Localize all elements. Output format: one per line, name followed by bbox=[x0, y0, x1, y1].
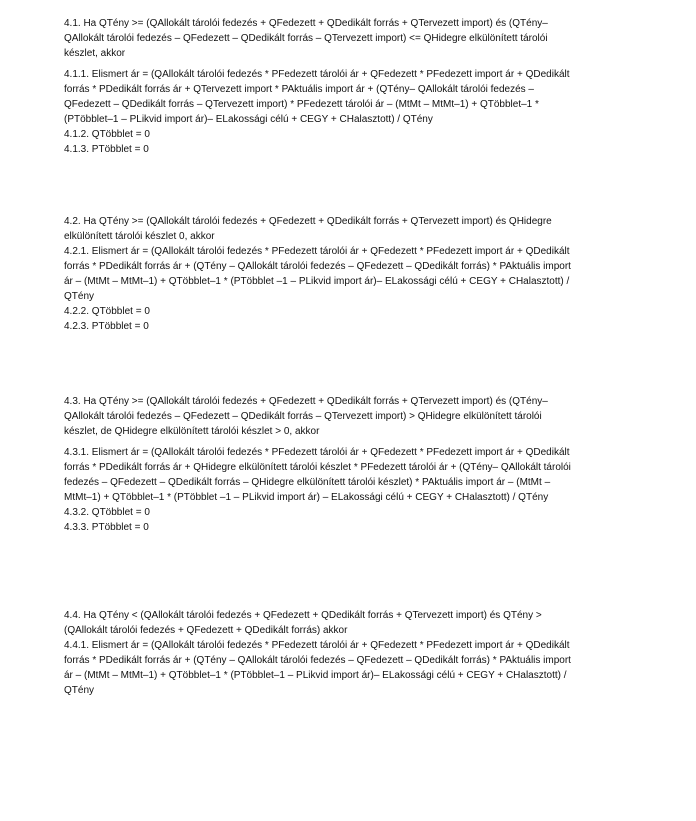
formula-line bbox=[64, 505, 670, 520]
formula-text: 4.3.2. QTöbblet = 0 bbox=[64, 507, 150, 518]
formula-line bbox=[64, 229, 670, 244]
formula-line bbox=[64, 319, 670, 334]
formula-line bbox=[64, 653, 670, 668]
formula-text: forrás * PDedikált forrás ár + (QTény – QAllokált tárolói fedezés – QFedezett – QDedikált forrás) * PAktuális import bbox=[64, 655, 571, 666]
formula-line bbox=[64, 46, 670, 61]
formula-text: 4.4. Ha QTény < (QAllokált tárolói fedezés + QFedezett + QDedikált forrás + QTervezett import) és QTény > bbox=[64, 610, 542, 621]
formula-text: (QAllokált tárolói fedezés + QFedezett + QDedikált forrás) akkor bbox=[64, 625, 348, 636]
formula-text: QTény bbox=[64, 685, 95, 696]
formula-text: készlet, akkor bbox=[64, 48, 126, 59]
formula-line bbox=[64, 520, 670, 535]
formula-line bbox=[64, 623, 670, 638]
formula-line bbox=[64, 31, 670, 46]
formula-text: QFedezett – QDedikált forrás – QTervezett import) * PFedezett tárolói ár – (MtMt – MtMt–1) + QTöbblet–1 * bbox=[64, 99, 539, 110]
formula-text: 4.3.1. Elismert ár = (QAllokált tárolói fedezés * PFedezett tárolói ár + QFedezett * PFedezett import ár + QDedikált bbox=[64, 447, 570, 458]
formula-text: 4.3. Ha QTény >= (QAllokált tárolói fedezés + QFedezett + QDedikált forrás + QTervezett import) és (QTény– bbox=[64, 396, 548, 407]
formula-text: 4.4.1. Elismert ár = (QAllokált tárolói fedezés * PFedezett tárolói ár + QFedezett * PFedezett import ár + QDedikált bbox=[64, 640, 570, 651]
formula-text: 4.2.2. QTöbblet = 0 bbox=[64, 306, 150, 317]
formula-line bbox=[64, 409, 670, 424]
formula-text: forrás * PDedikált forrás ár + QTervezett import * PAktuális import ár + (QTény– QAllokált tárolói fedezés – bbox=[64, 84, 534, 95]
formula-line bbox=[64, 445, 670, 460]
formula-line bbox=[64, 460, 670, 475]
formula-text: ár – (MtMt – MtMt–1) + QTöbblet–1 * (PTöbblet–1 – PLikvid import ár)– ELakossági célú + CEGY + CHalasztott) / bbox=[64, 670, 567, 681]
formula-line bbox=[64, 67, 670, 82]
formula-line bbox=[64, 274, 670, 289]
section-4-2 bbox=[64, 214, 670, 334]
formula-line bbox=[64, 97, 670, 112]
formula-text: elkülönített tárolói készlet 0, akkor bbox=[64, 231, 215, 242]
formula-line bbox=[64, 112, 670, 127]
formula-text: 4.1. Ha QTény >= (QAllokált tárolói fedezés + QFedezett + QDedikált forrás + QTervezett import) és (QTény– bbox=[64, 18, 548, 29]
formula-text: forrás * PDedikált forrás ár + (QTény – QAllokált tárolói fedezés – QFedezett – QDedikált forrás) * PAktuális import bbox=[64, 261, 571, 272]
formula-text: (PTöbblet–1 – PLikvid import ár)– ELakossági célú + CEGY + CHalasztott) / QTény bbox=[64, 114, 433, 125]
formula-line bbox=[64, 668, 670, 683]
formula-line bbox=[64, 214, 670, 229]
formula-line bbox=[64, 304, 670, 319]
formula-line bbox=[64, 142, 670, 157]
formula-line bbox=[64, 16, 670, 31]
formula-line bbox=[64, 638, 670, 653]
formula-text: 4.2.3. PTöbblet = 0 bbox=[64, 321, 149, 332]
formula-line bbox=[64, 127, 670, 142]
formula-text: QTény bbox=[64, 291, 95, 302]
formula-text: 4.1.3. PTöbblet = 0 bbox=[64, 144, 149, 155]
formula-text: QAllokált tárolói fedezés – QFedezett – QDedikált forrás – QTervezett import) <= QHidegre elkülönített tárolói bbox=[64, 33, 548, 44]
formula-line bbox=[64, 683, 670, 698]
formula-text: MtMt–1) + QTöbblet–1 * (PTöbblet –1 – PLikvid import ár) – ELakossági célú + CEGY + CHalasztott) / QTény bbox=[64, 492, 549, 503]
formula-text: QAllokált tárolói fedezés – QFedezett – QDedikált forrás – QTervezett import) > QHidegre elkülönített tárolói bbox=[64, 411, 542, 422]
formula-text: fedezés – QFedezett – QDedikált forrás – QHidegre elkülönített tárolói készlet) * PAktuális import ár – (MtMt – bbox=[64, 477, 551, 488]
formula-text: 4.1.1. Elismert ár = (QAllokált tárolói fedezés * PFedezett tárolói ár + QFedezett * PFedezett import ár + QDedikált bbox=[64, 69, 570, 80]
formula-line bbox=[64, 394, 670, 409]
formula-line bbox=[64, 490, 670, 505]
formula-line bbox=[64, 424, 670, 439]
formula-text: 4.1.2. QTöbblet = 0 bbox=[64, 129, 150, 140]
formula-text: forrás * PDedikált forrás ár + QHidegre elkülönített tárolói készlet * PFedezett tárolói ár + (QTény– QAllokált tárolói bbox=[64, 462, 571, 473]
formula-line bbox=[64, 289, 670, 304]
formula-text: ár – (MtMt – MtMt–1) + QTöbblet–1 * (PTöbblet –1 – PLikvid import ár)– ELakossági célú + CEGY + CHalasztott) / bbox=[64, 276, 570, 287]
section-4-1 bbox=[64, 16, 670, 157]
formula-line bbox=[64, 475, 670, 490]
formula-text: 4.2.1. Elismert ár = (QAllokált tárolói fedezés * PFedezett tárolói ár + QFedezett * PFedezett import ár + QDedikált bbox=[64, 246, 570, 257]
formula-line bbox=[64, 82, 670, 97]
formula-line bbox=[64, 244, 670, 259]
formula-text: 4.3.3. PTöbblet = 0 bbox=[64, 522, 149, 533]
formula-line bbox=[64, 259, 670, 274]
formula-text: 4.2. Ha QTény >= (QAllokált tárolói fedezés + QFedezett + QDedikált forrás + QTervezett import) és QHidegre bbox=[64, 216, 552, 227]
section-4-3 bbox=[64, 394, 670, 535]
section-4-4 bbox=[64, 608, 670, 698]
formula-line bbox=[64, 608, 670, 623]
formula-text: készlet, de QHidegre elkülönített tárolói készlet > 0, akkor bbox=[64, 426, 320, 437]
